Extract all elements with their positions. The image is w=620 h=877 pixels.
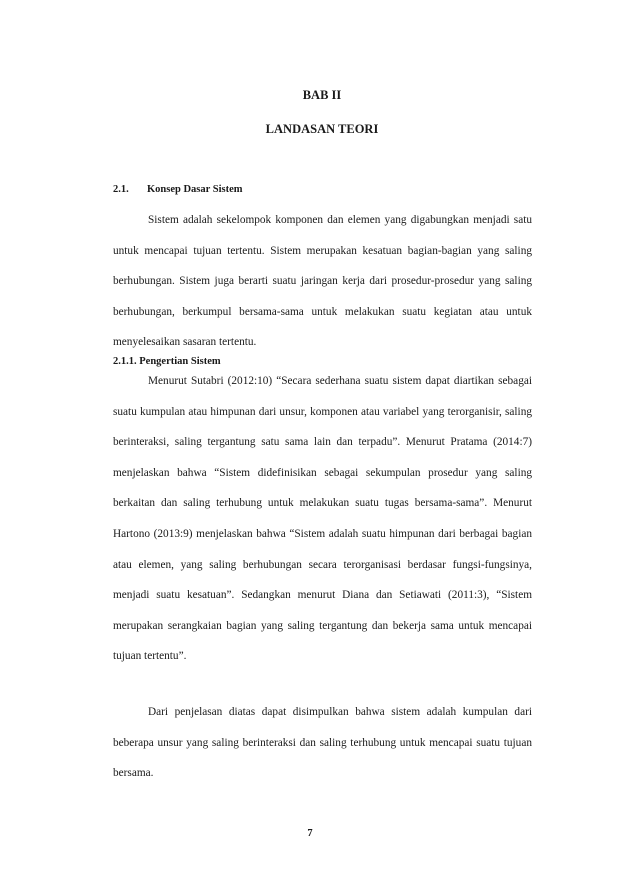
paragraph-konsep-dasar: Sistem adalah sekelompok komponen dan elemen yang digabungkan menjadi satu untuk mencapai tujuan tertentu. Sistem merupakan kesatuan bagian-bagian yang saling berhubungan. Sistem juga berarti suatu jaringan kerja dari prosedur-prosedur yang saling berhubungan, berkumpul bersama-sama untuk melakukan suatu kegiatan atau untuk menyelesaikan sasaran tertentu.: [113, 214, 532, 349]
page-number: 7: [307, 828, 313, 839]
chapter-label: BAB II: [302, 88, 342, 102]
section-heading-2-1: [113, 184, 242, 195]
subsection-heading-2-1-1: 2.1.1. Pengertian Sistem: [113, 356, 221, 367]
paragraph-pengertian-2: Dari penjelasan diatas dapat disimpulkan bahwa sistem adalah kumpulan dari beberapa unsur yang saling berinteraksi dan saling terhubung untuk mencapai suatu tujuan bersama.: [113, 706, 532, 780]
chapter-title: LANDASAN TEORI: [265, 122, 379, 136]
paragraph-pengertian-1: Menurut Sutabri (2012:10) “Secara sederhana suatu sistem dapat diartikan sebagai suatu kumpulan atau himpunan dari unsur, komponen atau variabel yang terorganisir, saling berinteraksi, saling tergantung satu sama lain dan terpadu”. Menurut Pratama (2014:7) menjelaskan bahwa “Sistem didefinisikan sebagai sekumpulan prosedur yang saling berkaitan dan saling terhubung untuk melakukan suatu tugas bersama-sama”. Menurut Hartono (2013:9) menjelaskan bahwa “Sistem adalah suatu himpunan dari berbagai bagian atau elemen, yang saling berhubungan secara terorganisasi berdasar fungsi-fungsinya, menjadi suatu kesatuan”. Sedangkan menurut Diana dan Setiawati (2011:3), “Sistem merupakan serangkaian bagian yang saling tergantung dan bekerja sama untuk mencapai tujuan tertentu”.: [113, 375, 532, 663]
section-number: 2.1.: [113, 184, 129, 195]
section-title: Konsep Dasar Sistem: [147, 184, 243, 195]
